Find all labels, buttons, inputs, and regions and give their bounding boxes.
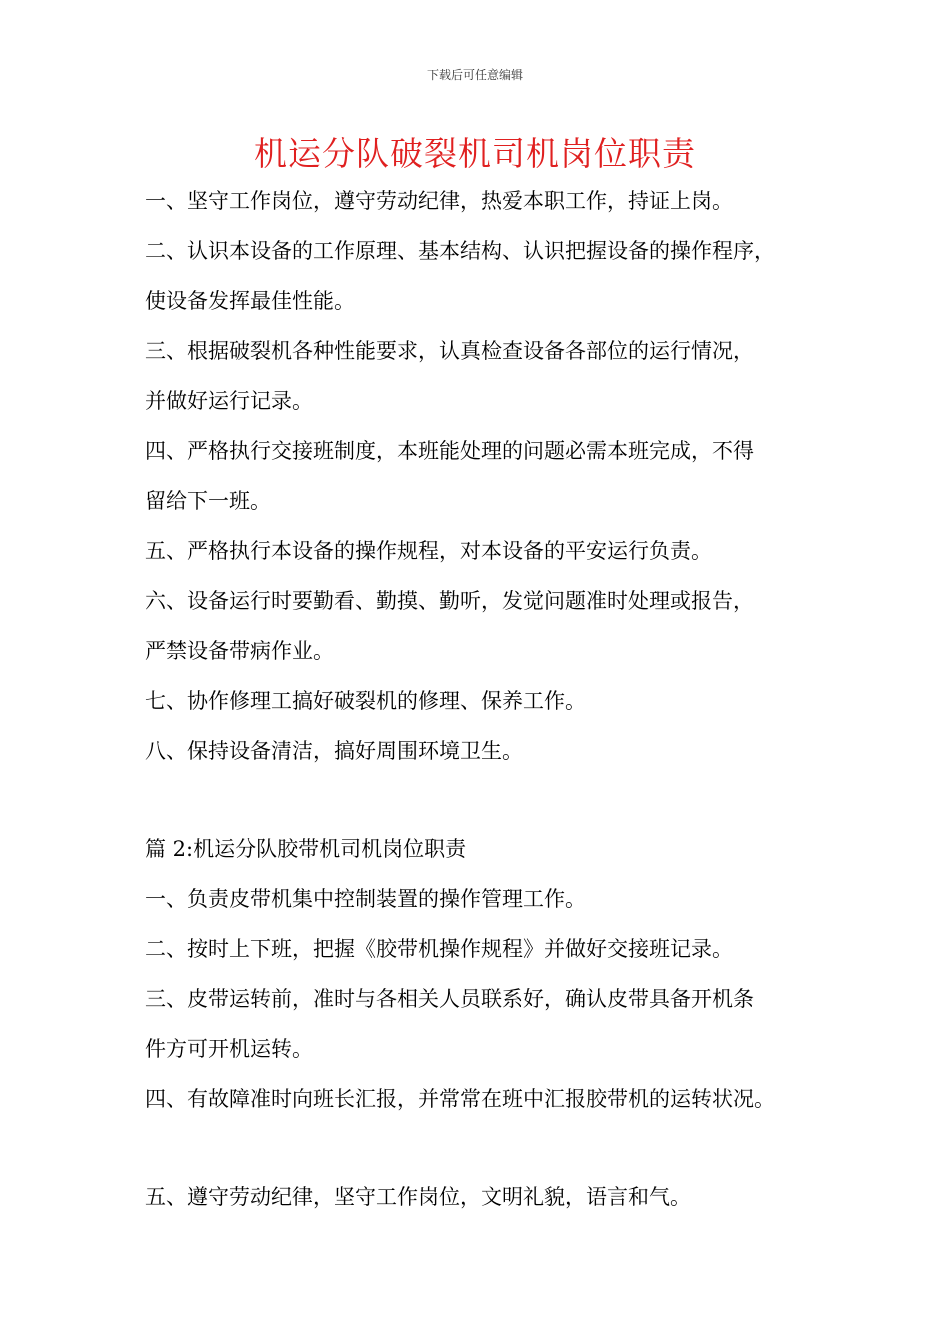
section-2-line: 一、负责皮带机集中控制装置的操作管理工作。: [145, 887, 586, 911]
header-note: 下载后可任意编辑: [426, 68, 523, 82]
document-title: 机运分队破裂机司机岗位职责: [254, 134, 696, 173]
section-1-line: 六、设备运行时要勤看、勤摸、勤听，发觉问题准时处理或报告，: [145, 589, 754, 613]
section-1-line: 四、严格执行交接班制度，本班能处理的问题必需本班完成，不得: [145, 439, 754, 463]
section-2-line: 件方可开机运转。: [145, 1037, 313, 1061]
section-2-heading: 篇 2:机运分队胶带机司机岗位职责: [145, 837, 467, 861]
section-1-line: 使设备发挥最佳性能。: [145, 289, 355, 313]
section-2-line: 二、按时上下班，把握《胶带机操作规程》并做好交接班记录。: [145, 937, 733, 961]
section-1-line: 八、保持设备清洁，搞好周围环境卫生。: [145, 739, 523, 763]
section-2-line: 四、有故障准时向班长汇报，并常常在班中汇报胶带机的运转状况。: [145, 1087, 775, 1111]
section-1-line: 二、认识本设备的工作原理、基本结构、认识把握设备的操作程序，: [145, 239, 775, 263]
section-1-line: 五、严格执行本设备的操作规程，对本设备的平安运行负责。: [145, 539, 712, 563]
section-2-line: 三、皮带运转前，准时与各相关人员联系好，确认皮带具备开机条: [145, 987, 754, 1011]
section-1-line: 严禁设备带病作业。: [145, 639, 334, 663]
section-1-line: 一、坚守工作岗位，遵守劳动纪律，热爱本职工作，持证上岗。: [145, 189, 733, 213]
section-1-line: 三、根据破裂机各种性能要求，认真检查设备各部位的运行情况，: [145, 339, 754, 363]
section-2-line: 五、遵守劳动纪律，坚守工作岗位，文明礼貌，语言和气。: [145, 1185, 691, 1209]
section-1-line: 七、协作修理工搞好破裂机的修理、保养工作。: [145, 689, 586, 713]
section-1-line: 留给下一班。: [145, 489, 271, 513]
section-1-line: 并做好运行记录。: [145, 389, 313, 413]
